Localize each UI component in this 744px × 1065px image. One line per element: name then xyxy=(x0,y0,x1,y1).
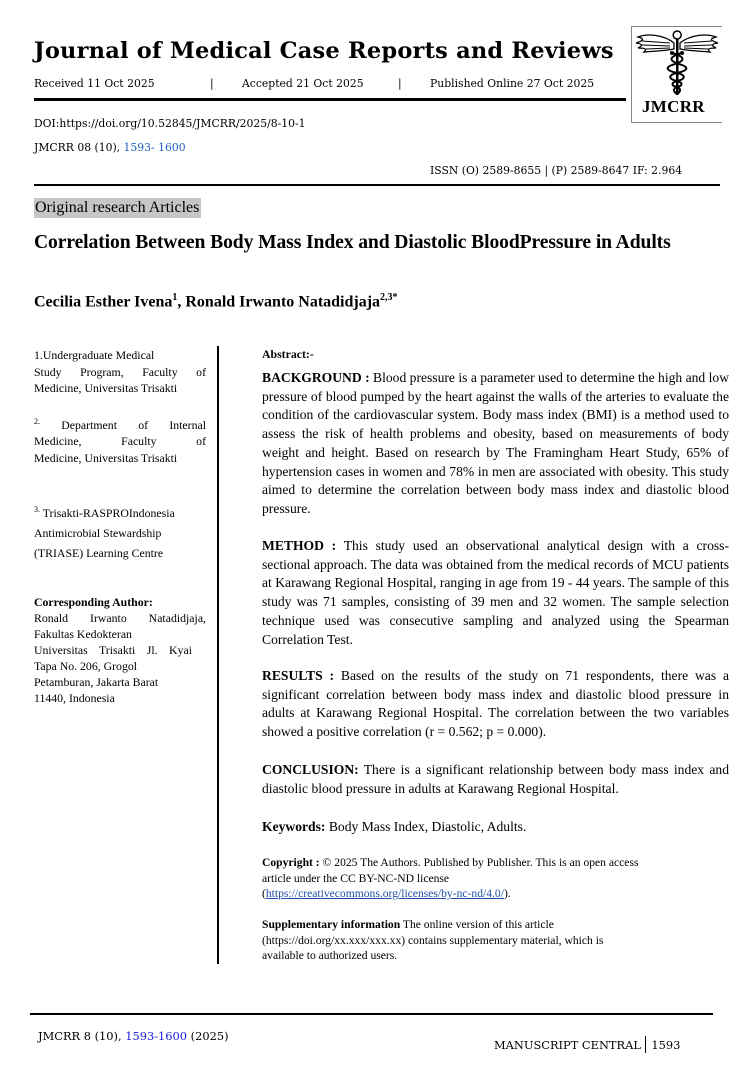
authors xyxy=(34,292,398,311)
date-separator: | xyxy=(210,77,214,90)
affiliation-3 xyxy=(34,500,206,563)
copyright-label: Copyright : xyxy=(262,856,320,869)
affiliation-number: 3. xyxy=(34,505,40,514)
author-affiliation-sup: 2,3* xyxy=(380,292,398,303)
keywords xyxy=(262,818,729,837)
footer-publisher xyxy=(494,1036,680,1053)
affiliation-line: Trisakti-RASPROIndonesia xyxy=(42,505,175,520)
date-separator: | xyxy=(398,77,402,90)
abstract-background xyxy=(262,369,729,519)
received-date: Received 11 Oct 2025 xyxy=(34,77,155,90)
affiliation-line: Department of Internal xyxy=(61,417,207,432)
method-label: METHOD : xyxy=(262,538,337,553)
affiliation-number: 2. xyxy=(34,417,40,426)
keywords-label: Keywords: xyxy=(262,819,326,834)
affiliation-line: (TRIASE) Learning Centre xyxy=(34,545,164,560)
abstract-results xyxy=(262,667,729,742)
footer-citation xyxy=(38,1029,229,1043)
accepted-date: Accepted 21 Oct 2025 xyxy=(242,77,364,90)
copyright-notice xyxy=(262,855,662,902)
background-text: Blood pressure is a parameter used to determine the high and low pressure of blood pumped by the heart against the walls of the arteries to evaluate the condition of the cardiovascular system. Body mass index (BMI) is a method used to assess the risk of health problems and obesity, based on measurements of body weight and height. Based on research by The Framingham Heart Study, 65% of hypertension cases in women and 78% in men are associated with obesity. This study aimed to determine the correlation between body mass index and diastolic blood pressure. xyxy=(262,370,730,516)
volume-prefix: JMCRR 08 (10), xyxy=(34,141,124,154)
affiliation-line: Medicine, Universitas Trisakti xyxy=(34,450,178,465)
publisher-label: MANUSCRIPT CENTRAL xyxy=(494,1038,641,1052)
footer-page-range-link[interactable]: 1593-1600 xyxy=(125,1029,188,1043)
abstract-conclusion xyxy=(262,761,729,798)
journal-logo xyxy=(631,26,722,123)
publication-dates xyxy=(34,77,614,91)
header-rule xyxy=(34,98,626,101)
published-date: Published Online 27 Oct 2025 xyxy=(430,77,595,90)
author-separator: , xyxy=(177,293,186,311)
article-title: Correlation Between Body Mass Index and Diastolic BloodPressure in Adults xyxy=(34,232,671,253)
affiliation-line: Medicine, Universitas Trisakti xyxy=(34,381,178,395)
corresponding-line: Universitas Trisakti Jl. Kyai xyxy=(34,643,192,657)
paren: ). xyxy=(503,887,511,901)
caduceus-icon xyxy=(634,29,720,101)
affiliation-line: Study Program, Faculty of xyxy=(34,364,206,379)
doi[interactable]: DOI:https://doi.org/10.52845/JMCRR/2025/8-10-1 xyxy=(34,117,306,130)
corresponding-author-label: Corresponding Author: xyxy=(34,595,153,609)
footer-citation-prefix: JMCRR 8 (10), xyxy=(38,1029,126,1043)
corresponding-line: Petamburan, Jakarta Barat xyxy=(34,675,159,689)
affiliation-line: Antimicrobial Stewardship xyxy=(34,525,162,540)
supplementary-text: The online version of this article (https://doi.org/xx.xxx/xxx.xx) contains supplementary material, which is available to authorized users. xyxy=(262,918,604,963)
license-link[interactable]: https://creativecommons.org/licenses/by-nc-nd/4.0/ xyxy=(265,887,504,901)
footer-citation-suffix: (2025) xyxy=(187,1029,229,1043)
article-category: Original research Articles xyxy=(35,199,200,216)
logo-text: JMCRR xyxy=(642,97,705,116)
keywords-text: Body Mass Index, Diastolic, Adults. xyxy=(328,819,527,834)
corresponding-line: Tapa No. 206, Grogol xyxy=(34,659,138,673)
volume-info xyxy=(34,141,186,154)
supplementary-information xyxy=(262,917,642,964)
journal-title: Journal of Medical Case Reports and Reviews xyxy=(34,38,614,64)
affiliation-line: Medicine, Faculty of xyxy=(34,434,206,449)
supplementary-label: Supplementary information xyxy=(262,918,401,931)
corresponding-line: 11440, Indonesia xyxy=(34,691,115,705)
abstract-label: Abstract:- xyxy=(262,347,314,361)
paren: ( xyxy=(262,887,266,901)
results-label: RESULTS : xyxy=(262,668,335,683)
page-range-link[interactable]: 1593- 1600 xyxy=(123,141,186,154)
affiliation-2 xyxy=(34,414,206,466)
corresponding-line: Ronald Irwanto Natadidjaja, xyxy=(34,611,206,625)
author-name: Ronald Irwanto Natadidjaja xyxy=(185,293,381,311)
corresponding-line: Fakultas Kedokteran xyxy=(34,627,132,641)
issn: ISSN (O) 2589-8655 | (P) 2589-8647 IF: 2.964 xyxy=(430,164,683,177)
results-text: Based on the results of the study on 71 respondents, there was a significant correlation between body mass index and diastolic blood pressure in adults at Karawang Regional Hospital. The correlation between the two variables showed a positive correlation (r = 0.562; p = 0.000). xyxy=(262,668,729,740)
abstract-method xyxy=(262,537,729,649)
footer-separator xyxy=(645,1036,647,1053)
conclusion-label: CONCLUSION: xyxy=(262,762,359,777)
copyright-text: © 2025 The Authors. Published by Publisher. This is an open access article under the CC BY-NC-ND license xyxy=(262,856,639,885)
affiliation-number: 1. xyxy=(34,348,43,362)
background-label: BACKGROUND : xyxy=(262,370,370,385)
column-divider xyxy=(217,346,219,964)
author-name: Cecilia Esther Ivena xyxy=(34,293,173,311)
corresponding-author xyxy=(34,594,206,706)
header-bottom-rule xyxy=(34,184,720,186)
footer-rule xyxy=(30,1013,713,1015)
affiliation-line: Undergraduate Medical xyxy=(42,348,155,362)
method-text: This study used an observational analytical design with a cross-sectional approach. The data was obtained from the medical records of MCU patients at Karawang Regional Hospital, ranging in age from 19 - 44 years. The sample of this study was 71 samples, consisting of 39 men and 32 women. The sample selection technique used was consecutive sampling and analyzed using the Spearman Correlation Test. xyxy=(262,538,729,647)
page-number: 1593 xyxy=(651,1038,681,1052)
author-affiliation-sup: 1 xyxy=(172,292,178,303)
conclusion-text: There is a significant relationship between body mass index and diastolic blood pressure in adults at Karawang Regional Hospital. xyxy=(262,762,729,796)
affiliation-1 xyxy=(34,347,206,397)
